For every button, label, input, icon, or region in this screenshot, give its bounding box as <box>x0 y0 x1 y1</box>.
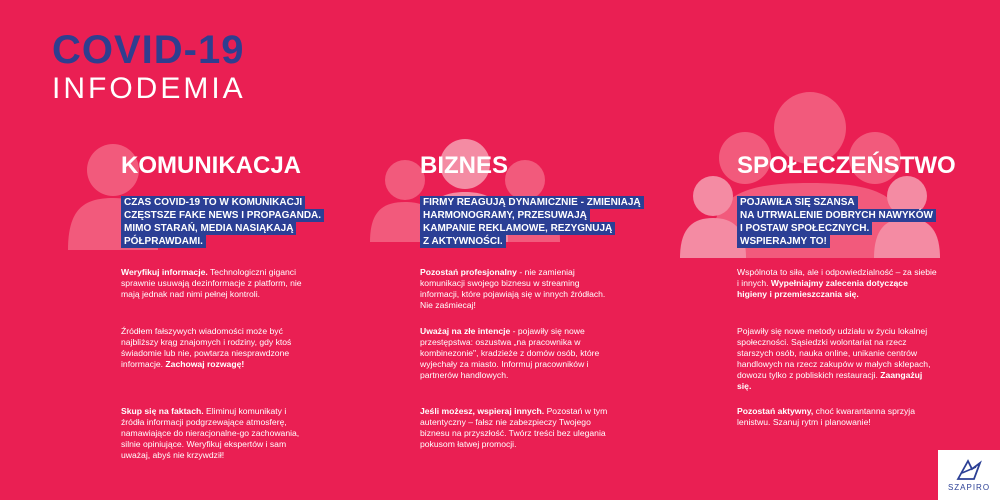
paragraph: Wspólnota to siła, ale i odpowiedzialność – za siebie i innych. Wypełniajmy zalecenia dotyczące higieny i przemieszczania się. <box>737 267 937 299</box>
paragraph: Weryfikuj informacje. Technologiczni giganci sprawnie usuwają dezinformacje z platform, nie mają jednak nad nimi pełnej kontroli. <box>121 267 302 299</box>
logo-mark-icon <box>956 459 982 481</box>
paragraph: Skup się na faktach. Eliminuj komunikaty i źródła informacji podgrzewające atmosferę, namawiające do nieracjonalne-go zachowania, silnie opiniujące. Weryfikuj ekspertów i sam uważaj, abyś nie krzywdził! <box>121 406 300 460</box>
paragraph: Jeśli możesz, wspieraj innych. Pozostań w tym autentyczny – fałsz nie zabezpieczy Twojego biznesu na przyszłość. Twórz treści bez ulegania pokusom łatwej promocji. <box>420 406 608 449</box>
page-subtitle: INFODEMIA <box>52 72 246 105</box>
szapiro-logo <box>938 450 1000 500</box>
highlight-biznes: FIRMY REAGUJĄ DYNAMICZNIE - ZMIENIAJĄ HARMONOGRAMY, PRZESUWAJĄ KAMPANIE REKLAMOWE, REZYGNUJĄ Z AKTYWNOŚCI. <box>420 196 644 248</box>
page-title: COVID-19 <box>52 28 245 72</box>
logo-text: SZAPIRO <box>947 482 991 492</box>
paragraph: Pozostań aktywny, choć kwarantanna sprzyja lenistwu. Szanuj rytm i planowanie! <box>737 406 915 427</box>
highlight-komunikacja: CZAS COVID-19 TO W KOMUNIKACJI CZĘSTSZE FAKE NEWS I PROPAGANDA. MIMO STARAŃ, MEDIA NASIĄKAJĄ PÓŁPRAWDAMI. <box>121 196 324 248</box>
heading-komunikacja: KOMUNIKACJA <box>121 152 301 179</box>
paragraph: Pozostań profesjonalny - nie zamieniaj komunikacji swojego biznesu w streaming informacji, które pojawiają się w innych źródłach. Nie zaśmiecaj! <box>420 267 606 310</box>
paragraph: Źródłem fałszywych wiadomości może być najbliższy krąg znajomych i rodziny, gdy ktoś świadomie lub nie, powtarza niesprawdzone informacje. Zachowaj rozwagę! <box>121 326 292 369</box>
heading-biznes: BIZNES <box>420 152 509 179</box>
paragraph: Pojawiły się nowe metody udziału w życiu lokalnej społeczności. Sąsiedzki wolontariat na rzecz starszych osób, nauka online, unikanie centrów handlowych na rzecz zakupów w małych sklepach, dowozu tylko z pobliskich restauracji. Zaangażuj się. <box>737 326 931 391</box>
highlight-spoleczenstwo: POJAWIŁA SIĘ SZANSA NA UTRWALENIE DOBRYCH NAWYKÓW I POSTAW SPOŁECZNYCH. WSPIERAJMY TO! <box>737 196 936 248</box>
heading-spoleczenstwo: SPOŁECZEŃSTWO <box>737 152 956 179</box>
paragraph: Uważaj na złe intencje - pojawiły się nowe przestępstwa: oszustwa „na pracownika w kombinezonie", kradzieże z domów osób, które wyjechały za miasto. Informuj pracowników i partnerów handlowych. <box>420 326 600 380</box>
